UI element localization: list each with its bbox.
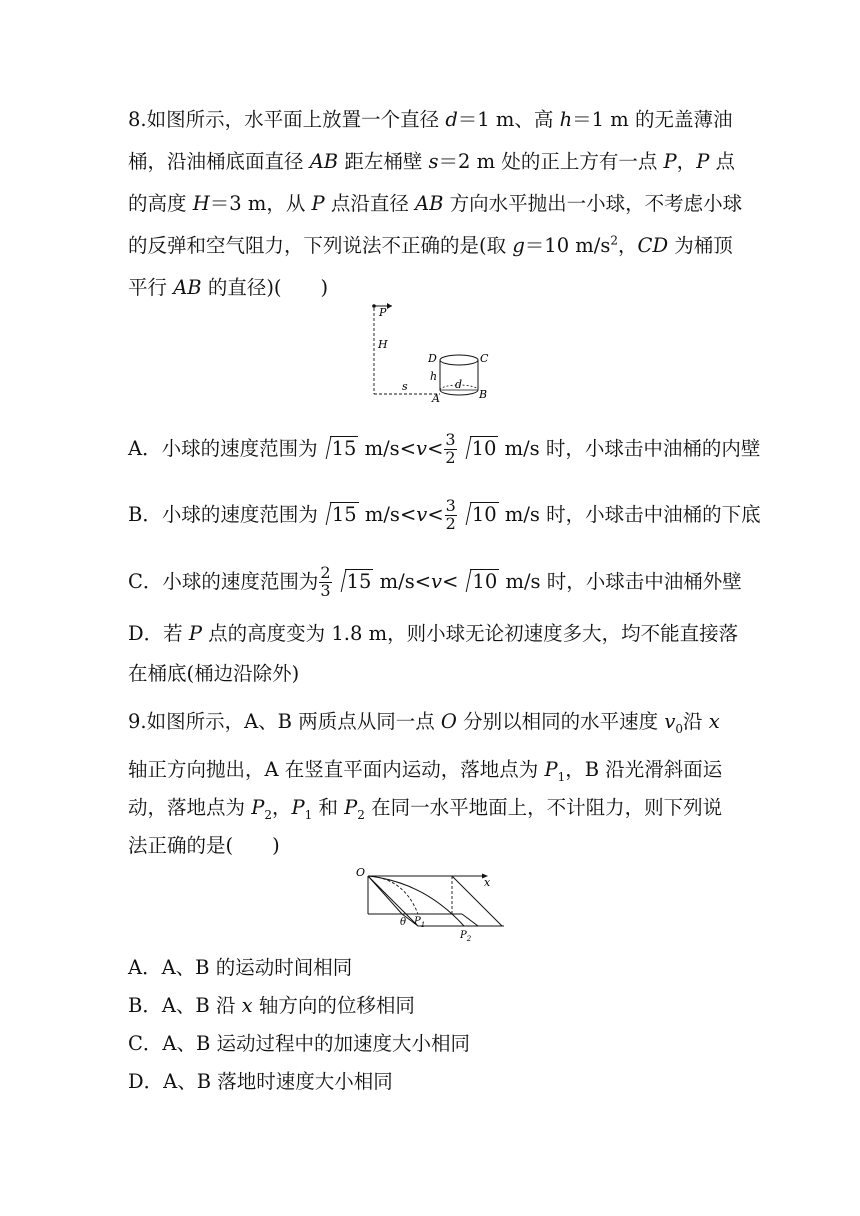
q9-line-4: 法正确的是( ) bbox=[128, 834, 280, 857]
q8-line-1: 8.如图所示，水平面上放置一个直径 d＝1 m、高 h＝1 m 的无盖薄油 bbox=[128, 108, 733, 131]
label-P2: $P_2$ bbox=[460, 930, 472, 942]
label-s: s bbox=[402, 380, 408, 393]
label-A: A bbox=[432, 392, 440, 405]
q9-line-2: 轴正方向抛出，A 在竖直平面内运动，落地点为 $P_1$，B 沿光滑斜面运 bbox=[128, 758, 723, 784]
label-p: P bbox=[379, 306, 387, 319]
q9-option-b: B．A、B 沿 x 轴方向的位移相同 bbox=[128, 994, 415, 1017]
label-h: h bbox=[430, 370, 438, 383]
q9-option-c: C．A、B 运动过程中的加速度大小相同 bbox=[128, 1032, 471, 1055]
label-H: H bbox=[378, 338, 388, 351]
label-d: d bbox=[455, 378, 463, 391]
q9-line-1: 9.如图所示，A、B 两质点从同一点 O 分别以相同的水平速度 $v_0$沿 x bbox=[128, 710, 720, 736]
q8-option-d-line-1: D．若 P 点的高度变为 1.8 m，则小球无论初速度多大，均不能直接落 bbox=[128, 622, 739, 645]
label-C: C bbox=[480, 352, 489, 365]
label-D: D bbox=[428, 352, 437, 365]
label-x: x bbox=[484, 876, 491, 889]
label-O: O bbox=[356, 866, 366, 879]
q9-figure bbox=[354, 864, 504, 942]
q9-option-d: D．A、B 落地时速度大小相同 bbox=[128, 1070, 393, 1093]
q8-line-2: 桶，沿油桶底面直径 AB 距左桶壁 s＝2 m 处的正上方有一点 P，P 点 bbox=[128, 150, 736, 173]
q8-line-4: 的反弹和空气阻力，下列说法不正确的是(取 g＝10 $m/s^2$，CD 为桶顶 bbox=[128, 233, 733, 257]
q9-option-a: A．A、B 的运动时间相同 bbox=[128, 956, 353, 979]
label-theta: θ bbox=[400, 917, 407, 928]
label-B: B bbox=[479, 388, 488, 401]
q8-option-d-line-2: 在桶底(桶边沿除外) bbox=[128, 662, 300, 685]
q8-figure bbox=[360, 298, 510, 406]
q8-option-c: C．小球的速度范围为 $\frac{2}{3}$ 15 m/s<v< 10 m/s 时，小球击中油桶外壁 bbox=[128, 563, 742, 600]
q8-option-a: A．小球的速度范围为 15 m/s<v< $\frac{3}{2}$ 10 m/s 时，小球击中油桶的内壁 bbox=[128, 430, 761, 467]
q8-line-3: 的高度 H＝3 m，从 P 点沿直径 AB 方向水平抛出一小球，不考虑小球 bbox=[128, 192, 743, 215]
q8-line-5: 平行 AB 的直径)( ) bbox=[128, 276, 329, 299]
label-P1: $P_1$ bbox=[414, 916, 426, 929]
q9-line-3: 动，落地点为 $P_2$，$P_1$ 和 $P_2$ 在同一水平地面上，不计阻力，则下列说 bbox=[128, 796, 723, 822]
q8-option-b: B．小球的速度范围为 15 m/s<v< $\frac{3}{2}$ 10 m/s 时，小球击中油桶的下底 bbox=[128, 496, 761, 533]
